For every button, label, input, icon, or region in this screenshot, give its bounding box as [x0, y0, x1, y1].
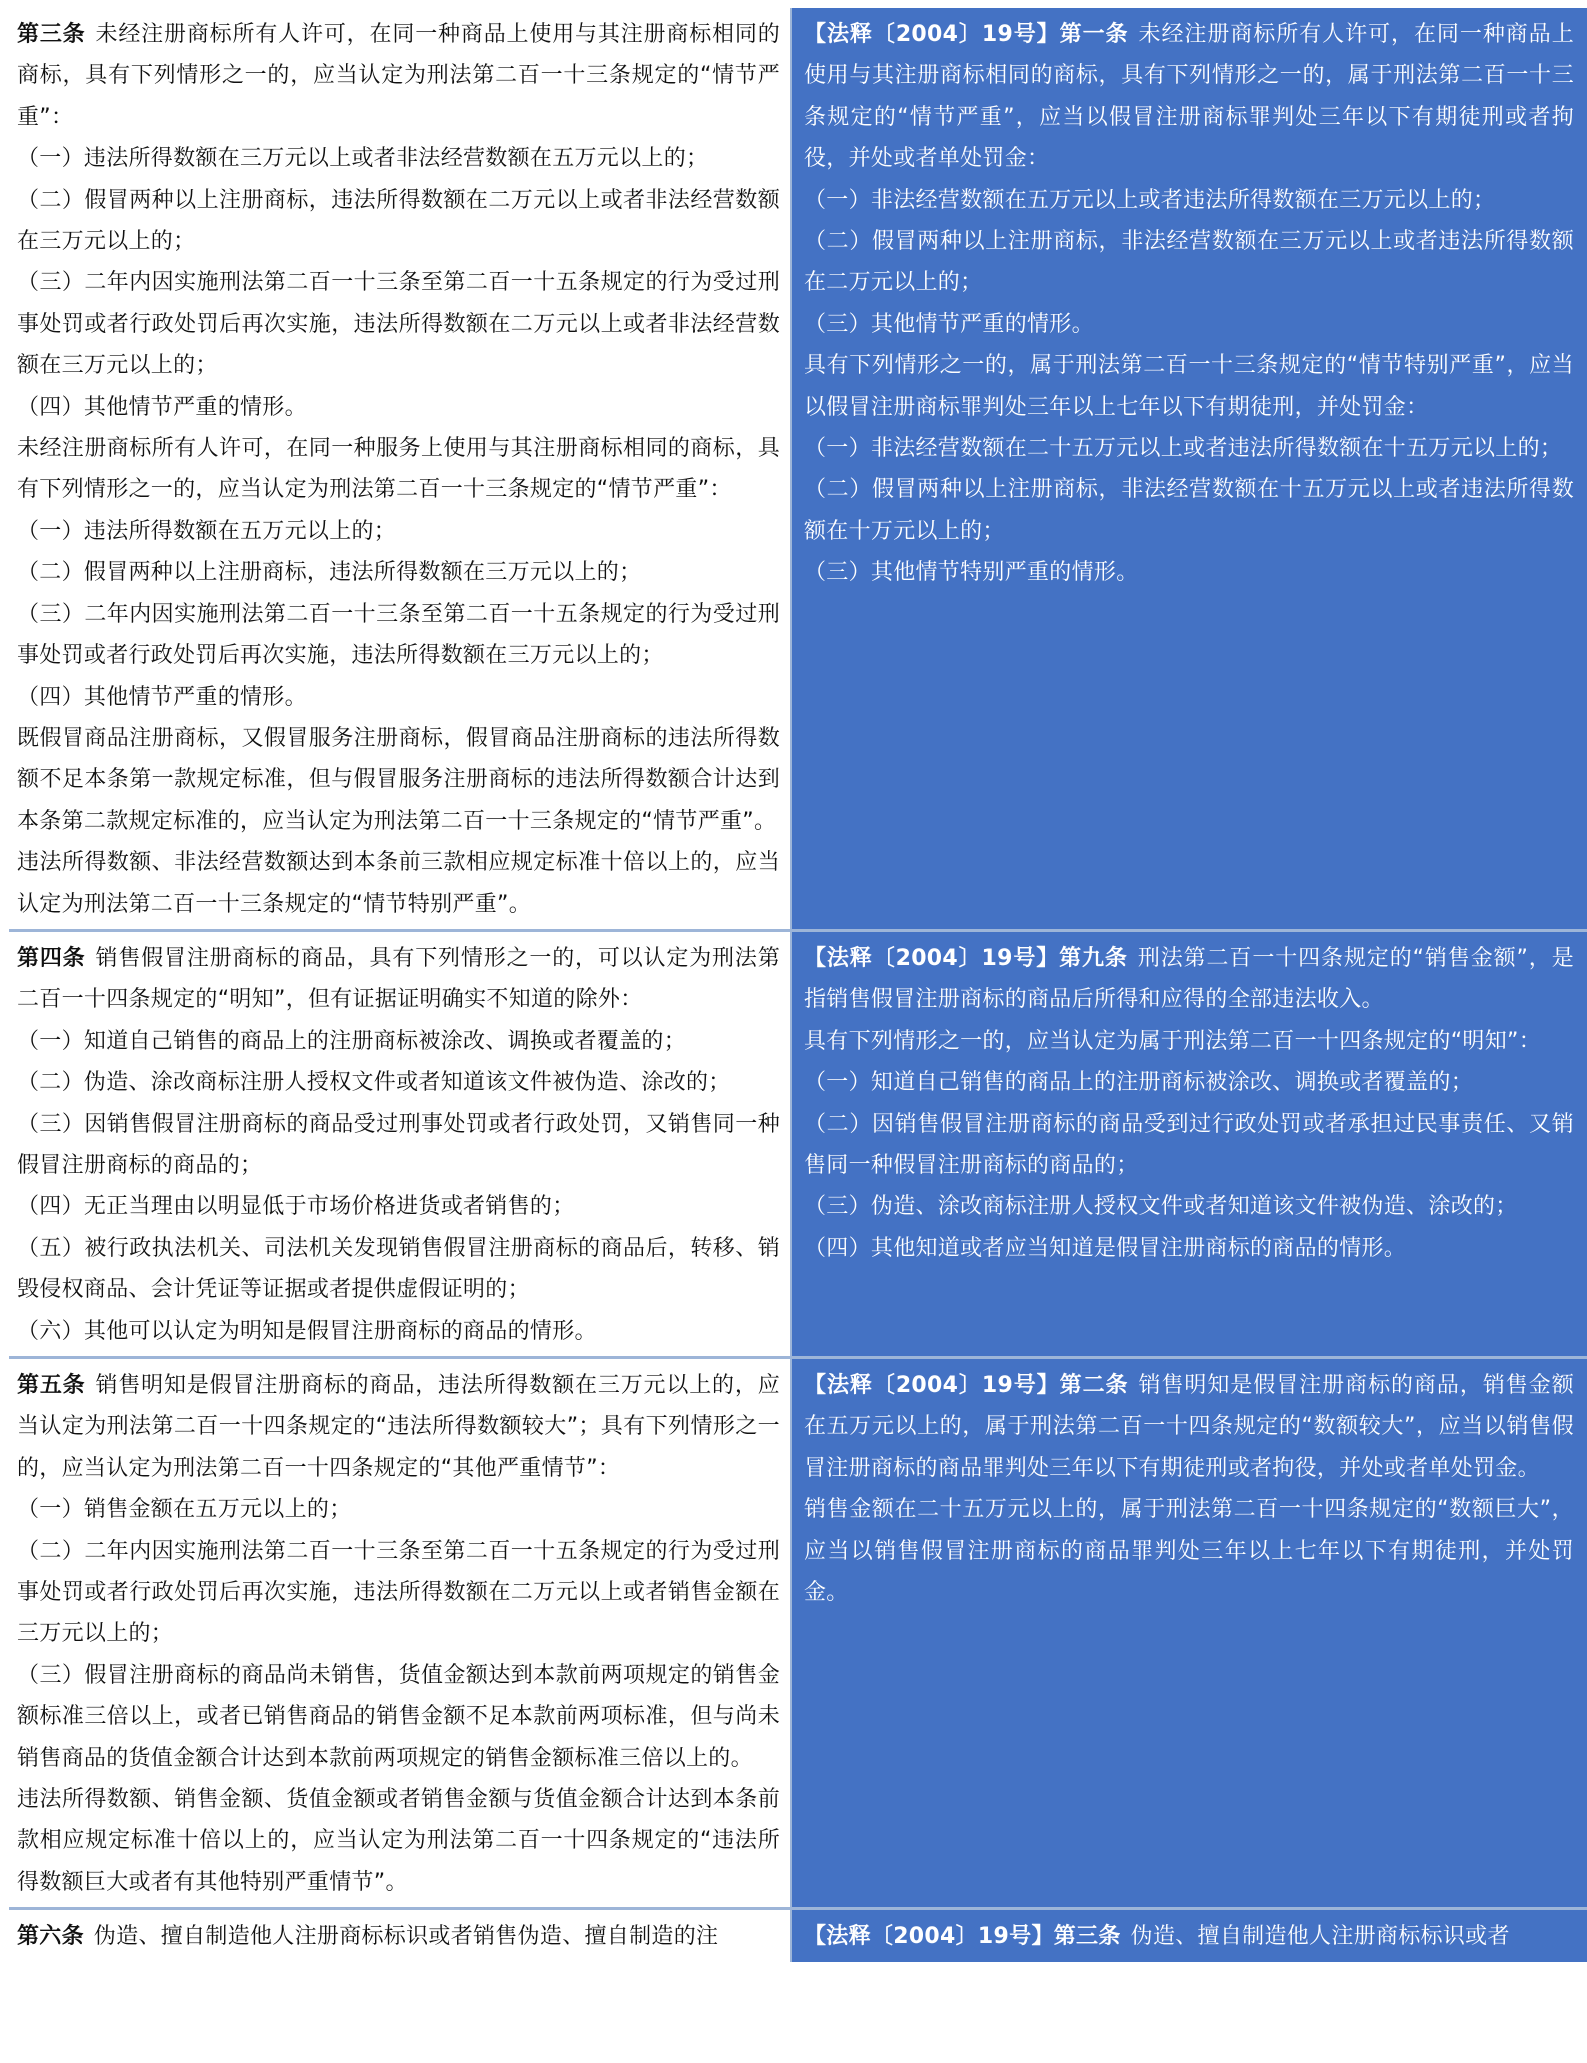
paragraph [17, 14, 780, 138]
paragraph [804, 1365, 1574, 1489]
old-interpretation-cell [791, 930, 1587, 1357]
reference-label: 【法释〔2004〕19号】第三条 [804, 1924, 1121, 1950]
paragraph [17, 1916, 780, 1957]
reference-label: 【法释〔2004〕19号】第九条 [804, 945, 1128, 971]
paragraph: （一）销售金额在五万元以上的； [17, 1497, 352, 1523]
paragraph: （二）假冒两种以上注册商标，违法所得数额在三万元以上的； [17, 560, 642, 586]
article-number: 第五条 [17, 1373, 86, 1398]
paragraph: 具有下列情形之一的，应当认定为属于刑法第二百一十四条规定的“明知”： [804, 1028, 1541, 1054]
paragraph: 具有下列情形之一的，属于刑法第二百一十三条规定的“情节特别严重”，应当以假冒注册商标罪判处三年以上七年以下有期徒刑，并处罚金： [804, 353, 1574, 420]
paragraph: （二）假冒两种以上注册商标，违法所得数额在二万元以上或者非法经营数额在三万元以上的； [17, 187, 780, 255]
reference-label: 【法释〔2004〕19号】第一条 [804, 22, 1129, 47]
paragraph: （三）其他情节特别严重的情形。 [804, 560, 1139, 586]
paragraph: （三）假冒注册商标的商品尚未销售，货值金额达到本款前两项规定的销售金额标准三倍以上，或者已销售商品的销售金额不足本款前两项标准，但与尚未销售商品的货值金额合计达到本款前两项规定的销售金额标准三倍以上的。 [17, 1662, 780, 1771]
paragraph: （一）违法所得数额在三万元以上或者非法经营数额在五万元以上的； [17, 146, 709, 172]
paragraph-text: 伪造、擅自制造他人注册商标标识或者 [1130, 1924, 1510, 1950]
paragraph-text: 刑法第二百一十四条规定的“销售金额”，是指销售假冒注册商标的商品后所得和应得的全部违法收入。 [804, 945, 1574, 1013]
old-interpretation-cell [791, 1909, 1587, 1962]
paragraph-text: 未经注册商标所有人许可，在同一种商品上使用与其注册商标相同的商标，具有下列情形之一的，应当认定为刑法第二百一十三条规定的“情节严重”： [17, 22, 780, 130]
paragraph: （二）假冒两种以上注册商标，非法经营数额在十五万元以上或者违法所得数额在十万元以上的； [804, 477, 1574, 544]
comparison-page [9, 8, 1587, 2063]
paragraph: （二）伪造、涂改商标注册人授权文件或者知道该文件被伪造、涂改的； [17, 1070, 731, 1096]
paragraph: （三）二年内因实施刑法第二百一十三条至第二百一十五条规定的行为受过刑事处罚或者行政处罚后再次实施，违法所得数额在三万元以上的； [17, 601, 780, 669]
paragraph [17, 1365, 780, 1489]
paragraph: （四）其他知道或者应当知道是假冒注册商标的商品的情形。 [804, 1235, 1407, 1261]
paragraph [804, 1916, 1574, 1957]
paragraph: （三）因销售假冒注册商标的商品受过刑事处罚或者行政处罚，又销售同一种假冒注册商标的商品的； [17, 1111, 780, 1178]
paragraph: 未经注册商标所有人许可，在同一种服务上使用与其注册商标相同的商标，具有下列情形之一的，应当认定为刑法第二百一十三条规定的“情节严重”： [17, 436, 780, 503]
paragraph: 违法所得数额、非法经营数额达到本条前三款相应规定标准十倍以上的，应当认定为刑法第二百一十三条规定的“情节特别严重”。 [17, 850, 780, 917]
paragraph: 销售金额在二十五万元以上的，属于刑法第二百一十四条规定的“数额巨大”，应当以销售假冒注册商标的商品罪判处三年以上七年以下有期徒刑，并处罚金。 [804, 1497, 1574, 1606]
paragraph: （二）二年内因实施刑法第二百一十三条至第二百一十五条规定的行为受过刑事处罚或者行政处罚后再次实施，违法所得数额在二万元以上或者销售金额在三万元以上的； [17, 1538, 780, 1647]
table-row [9, 930, 1587, 1357]
paragraph: （四）其他情节严重的情形。 [17, 394, 307, 420]
paragraph [17, 938, 780, 1021]
paragraph: 既假冒商品注册商标，又假冒服务注册商标，假冒商品注册商标的违法所得数额不足本条第一款规定标准，但与假冒服务注册商标的违法所得数额合计达到本条第二款规定标准的，应当认定为刑法第二百一十三条规定的“情节严重”。 [17, 725, 780, 834]
new-interpretation-cell [9, 1909, 791, 1962]
table-row [9, 8, 1587, 930]
paragraph: 违法所得数额、销售金额、货值金额或者销售金额与货值金额合计达到本条前款相应规定标准十倍以上的，应当认定为刑法第二百一十四条规定的“违法所得数额巨大或者有其他特别严重情节”。 [17, 1787, 780, 1895]
old-interpretation-cell [791, 8, 1587, 930]
paragraph: （一）知道自己销售的商品上的注册商标被涂改、调换或者覆盖的； [17, 1028, 687, 1054]
new-interpretation-cell [9, 8, 791, 930]
article-number: 第四条 [17, 945, 86, 971]
new-interpretation-cell [9, 1358, 791, 1909]
paragraph-text: 销售明知是假冒注册商标的商品，销售金额在五万元以上的，属于刑法第二百一十四条规定的“数额较大”，应当以销售假冒注册商标的商品罪判处三年以下有期徒刑或者拘役，并处或者单处罚金。 [804, 1373, 1575, 1481]
table-row [9, 1909, 1587, 1962]
new-interpretation-cell [9, 930, 791, 1357]
article-number: 第三条 [17, 22, 86, 47]
article-number: 第六条 [17, 1924, 84, 1950]
paragraph: （三）其他情节严重的情形。 [804, 311, 1094, 337]
paragraph: （二）因销售假冒注册商标的商品受到过行政处罚或者承担过民事责任、又销售同一种假冒注册商标的商品的； [804, 1111, 1574, 1178]
paragraph-text: 销售假冒注册商标的商品，具有下列情形之一的，可以认定为刑法第二百一十四条规定的“明知”，但有证据证明确实不知道的除外： [17, 945, 780, 1013]
paragraph-text: 销售明知是假冒注册商标的商品，违法所得数额在三万元以上的，应当认定为刑法第二百一十四条规定的“违法所得数额较大”；具有下列情形之一的，应当认定为刑法第二百一十四条规定的“其他严重情节”： [17, 1373, 780, 1481]
paragraph: （五）被行政执法机关、司法机关发现销售假冒注册商标的商品后，转移、销毁侵权商品、会计凭证等证据或者提供虚假证明的； [17, 1235, 780, 1303]
paragraph: （六）其他可以认定为明知是假冒注册商标的商品的情形。 [17, 1318, 597, 1344]
paragraph: （一）非法经营数额在二十五万元以上或者违法所得数额在十五万元以上的； [804, 436, 1563, 462]
paragraph: （一）违法所得数额在五万元以上的； [17, 518, 397, 544]
paragraph: （一）知道自己销售的商品上的注册商标被涂改、调换或者覆盖的； [804, 1070, 1474, 1096]
old-interpretation-cell [791, 1358, 1587, 1909]
reference-label: 【法释〔2004〕19号】第二条 [804, 1373, 1129, 1398]
paragraph: （三）伪造、涂改商标注册人授权文件或者知道该文件被伪造、涂改的； [804, 1194, 1518, 1220]
paragraph [804, 938, 1574, 1021]
paragraph: （四）无正当理由以明显低于市场价格进货或者销售的； [17, 1194, 575, 1220]
paragraph-text: 伪造、擅自制造他人注册商标标识或者销售伪造、擅自制造的注 [93, 1924, 719, 1950]
table-row [9, 1358, 1587, 1909]
provision-comparison-table [9, 8, 1587, 1962]
paragraph: （四）其他情节严重的情形。 [17, 684, 307, 710]
paragraph: （一）非法经营数额在五万元以上或者违法所得数额在三万元以上的； [804, 187, 1496, 213]
paragraph: （三）二年内因实施刑法第二百一十三条至第二百一十五条规定的行为受过刑事处罚或者行政处罚后再次实施，违法所得数额在二万元以上或者非法经营数额在三万元以上的； [17, 270, 780, 379]
paragraph: （二）假冒两种以上注册商标，非法经营数额在三万元以上或者违法所得数额在二万元以上的； [804, 229, 1574, 296]
paragraph [804, 14, 1574, 180]
paragraph-text: 未经注册商标所有人许可，在同一种商品上使用与其注册商标相同的商标，具有下列情形之一的，属于刑法第二百一十三条规定的“情节严重”，应当以假冒注册商标罪判处三年以下有期徒刑或者拘役，并处或者单处罚金： [804, 22, 1575, 172]
